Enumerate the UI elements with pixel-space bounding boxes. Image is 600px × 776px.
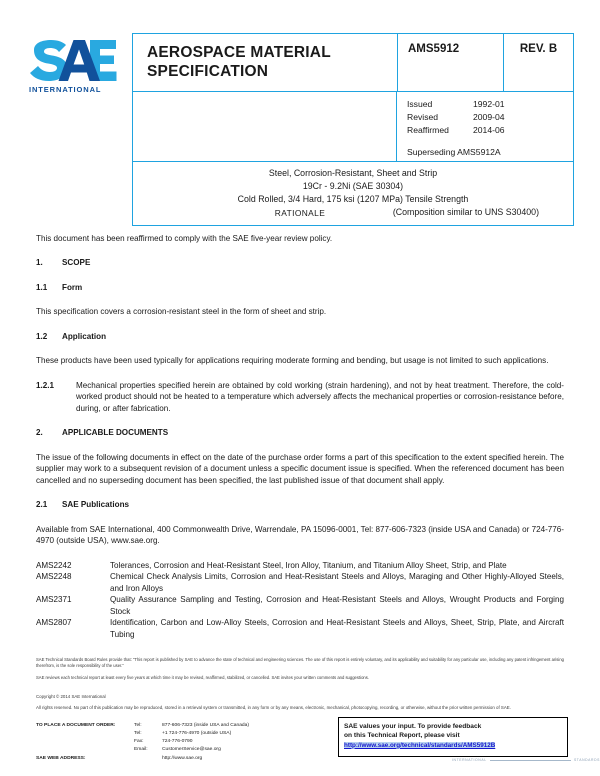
date-row-revised bbox=[407, 111, 573, 124]
date-block bbox=[397, 92, 573, 161]
date-row-reaffirmed bbox=[407, 124, 573, 137]
heading-sae-publications bbox=[36, 499, 564, 510]
application-text: These products have been used typically for applications requiring moderate forming and bending, but usage is not limited to such applications. bbox=[36, 356, 549, 366]
tel-key-1: Tel: bbox=[134, 723, 142, 728]
web-spacer bbox=[134, 755, 162, 763]
logo-subtitle: INTERNATIONAL bbox=[29, 85, 102, 94]
form-number: 1.1 bbox=[36, 282, 48, 292]
appdocs-title: APPLICABLE DOCUMENTS bbox=[62, 428, 169, 438]
header-box bbox=[132, 33, 574, 226]
footer-row-tel2 bbox=[36, 730, 336, 738]
watermark-sub-right: STANDARDS bbox=[573, 758, 600, 762]
appdocs-number: 2. bbox=[36, 428, 43, 438]
disclaimer-line-2: SAE reviews each technical report at least every five years at which time it may be revised, reaffirmed, stabilized, or cancelled. SAE invites your written comments and suggestions. bbox=[36, 674, 369, 680]
document-body bbox=[36, 208, 564, 640]
clause-1-2-1-text: Mechanical properties specified herein are obtained by cold working (strain hardening), and not by heat treatment. Therefore, the cold-worked product should not be heated to a temperature which adversely affects the mechanical properties or corrosion-resistance before, during, or after fabrication. bbox=[76, 380, 564, 413]
footer-row-fax bbox=[36, 738, 336, 746]
title-line-1: AEROSPACE MATERIAL bbox=[147, 44, 331, 61]
header-spacer bbox=[133, 92, 397, 161]
doc-title: Tolerances, Corrosion and Heat-Resistant Steel, Iron Alloy, Titanium, and Titanium Alloy Sheet, Strip, and Plate bbox=[110, 560, 507, 570]
feedback-link[interactable]: http://www.sae.org/technical/standards/AMS5912B bbox=[344, 741, 496, 749]
fax-value: 724-776-0790 bbox=[162, 738, 193, 744]
heading-applicable-documents bbox=[36, 427, 564, 438]
feedback-box bbox=[338, 717, 568, 757]
revised-label: Revised bbox=[407, 112, 439, 123]
application-title: Application bbox=[62, 331, 107, 341]
appdocs-text: The issue of the following documents in effect on the date of the purchase order forms a part of this specification to the extent specified herein. The supplier may work to a subsequent revision of a document unless a specific document issue is specified. When the referenced document has been cancelled and no superseding document has been specified, the last published issue of that document shall apply. bbox=[36, 452, 564, 485]
copyright-block bbox=[36, 694, 564, 716]
footer-row-email bbox=[36, 746, 336, 754]
issued-label: Issued bbox=[407, 98, 433, 109]
subject-line-4: (Composition similar to UNS S30400) bbox=[392, 207, 539, 218]
footer-spacer-2 bbox=[36, 738, 134, 746]
date-row-issued bbox=[407, 98, 573, 111]
application-number: 1.2 bbox=[36, 331, 48, 341]
superseding-note: Superseding AMS5912A bbox=[407, 146, 501, 157]
watermark-rule bbox=[490, 760, 571, 761]
referenced-document-list bbox=[36, 560, 564, 640]
email-value[interactable]: CustomerService@sae.org bbox=[162, 746, 221, 752]
form-title: Form bbox=[62, 282, 83, 292]
available-from-text: Available from SAE International, 400 Commonwealth Drive, Warrendale, PA 15096-0001, Tel: 877-606-7323 (inside USA and Canada) or 724-776-4970 (outside USA), www.sae.org. bbox=[36, 524, 564, 546]
doc-number: AMS2371 bbox=[36, 595, 72, 605]
list-item bbox=[36, 617, 564, 640]
footer-spacer-1 bbox=[36, 730, 134, 738]
issued-value: 1992-01 bbox=[473, 98, 505, 109]
tel-value-2: +1 724-776-4970 (outside USA) bbox=[162, 730, 232, 736]
list-item bbox=[36, 571, 564, 594]
subject-line-2: 19Cr - 9.2Ni (SAE 30304) bbox=[302, 180, 404, 191]
scope-title: SCOPE bbox=[62, 258, 91, 268]
tel-value-1: 877-606-7323 (inside USA and Canada) bbox=[162, 723, 250, 728]
doc-title: Identification, Carbon and Low-Alloy Steels, Corrosion and Heat-Resistant Steels and Alloys, Sheet, Strip, Plate, and Aircraft Tubing bbox=[110, 618, 564, 639]
all-rights-reserved: All rights reserved. No part of this publication may be reproduced, stored in a retrieval system or transmitted, in any form or by any means, electronic, mechanical, photocopying, recording, or otherwise, without the prior written permission of SAE. bbox=[36, 704, 511, 710]
footer-spacer-3 bbox=[36, 746, 134, 754]
doc-title: Quality Assurance Sampling and Testing, Corrosion and Heat-Resistant Steels and Alloys, Wrought Products and Forging Stock bbox=[110, 595, 564, 616]
email-key: Email: bbox=[134, 746, 148, 752]
order-label: TO PLACE A DOCUMENT ORDER: bbox=[36, 723, 116, 728]
clause-1-2-1-number: 1.2.1 bbox=[36, 380, 55, 390]
revised-value: 2009-04 bbox=[473, 112, 505, 123]
scope-number: 1. bbox=[36, 258, 43, 268]
heading-application bbox=[36, 331, 564, 342]
feedback-line-2: on this Technical Report, please visit bbox=[344, 732, 460, 740]
rationale-heading: RATIONALE bbox=[274, 208, 326, 218]
reaffirmed-value: 2014-06 bbox=[473, 125, 505, 136]
form-text: This specification covers a corrosion-resistant steel in the form of sheet and strip. bbox=[36, 307, 327, 317]
list-item bbox=[36, 594, 564, 617]
reaffirmed-label: Reaffirmed bbox=[407, 125, 449, 136]
subject-line-3: Cold Rolled, 3/4 Hard, 175 ksi (1207 MPa) Tensile Strength bbox=[237, 194, 469, 205]
web-label: SAE WEB ADDRESS: bbox=[36, 755, 86, 761]
subject-line-1: Steel, Corrosion-Resistant, Sheet and Strip bbox=[268, 167, 438, 178]
tel-key-2: Tel: bbox=[134, 730, 142, 736]
logo-cell bbox=[28, 33, 132, 94]
disclaimer-line-1: SAE Technical Standards Board Rules provide that: “This report is published by SAE to advance the state of technical and engineering sciences. The use of this report is entirely voluntary, and its applicability and suitability for any particular use, including any patent infringement arising therefrom, is the sole responsibility of the user.” bbox=[36, 657, 564, 669]
rationale-text: This document has been reaffirmed to comply with the SAE five-year review policy. bbox=[36, 233, 333, 243]
heading-scope bbox=[36, 257, 564, 268]
doc-number: AMS2248 bbox=[36, 572, 72, 582]
footer-row-web bbox=[36, 755, 336, 763]
saepubs-title: SAE Publications bbox=[62, 500, 130, 510]
document-number: AMS5912 bbox=[397, 34, 503, 91]
heading-form bbox=[36, 282, 564, 293]
sae-logo bbox=[28, 38, 120, 84]
document-footer bbox=[36, 722, 336, 763]
revision-badge: REV. B bbox=[503, 34, 573, 91]
saepubs-number: 2.1 bbox=[36, 500, 48, 510]
document-header bbox=[28, 33, 574, 226]
watermark-subtitle bbox=[452, 758, 600, 762]
clause-1-2-1 bbox=[36, 380, 564, 414]
footer-row-order bbox=[36, 722, 336, 730]
fax-key: Fax: bbox=[134, 738, 144, 744]
doc-number: AMS2807 bbox=[36, 618, 72, 628]
copyright-line: Copyright © 2014 SAE International bbox=[36, 694, 106, 699]
title-line-2: SPECIFICATION bbox=[147, 63, 269, 81]
feedback-line-1: SAE values your input. To provide feedback bbox=[344, 723, 482, 730]
web-value[interactable]: http://www.sae.org bbox=[162, 755, 203, 761]
list-item bbox=[36, 560, 564, 571]
doc-number: AMS2242 bbox=[36, 560, 72, 570]
doc-title: Chemical Check Analysis Limits, Corrosion and Heat-Resistant Steels and Alloys, Maraging and Other Highly-Alloyed Steels, and Iron Alloys bbox=[110, 572, 564, 593]
watermark-sub-left: INTERNATIONAL bbox=[452, 758, 487, 762]
legal-disclaimer bbox=[36, 657, 564, 686]
page-title bbox=[133, 34, 397, 91]
